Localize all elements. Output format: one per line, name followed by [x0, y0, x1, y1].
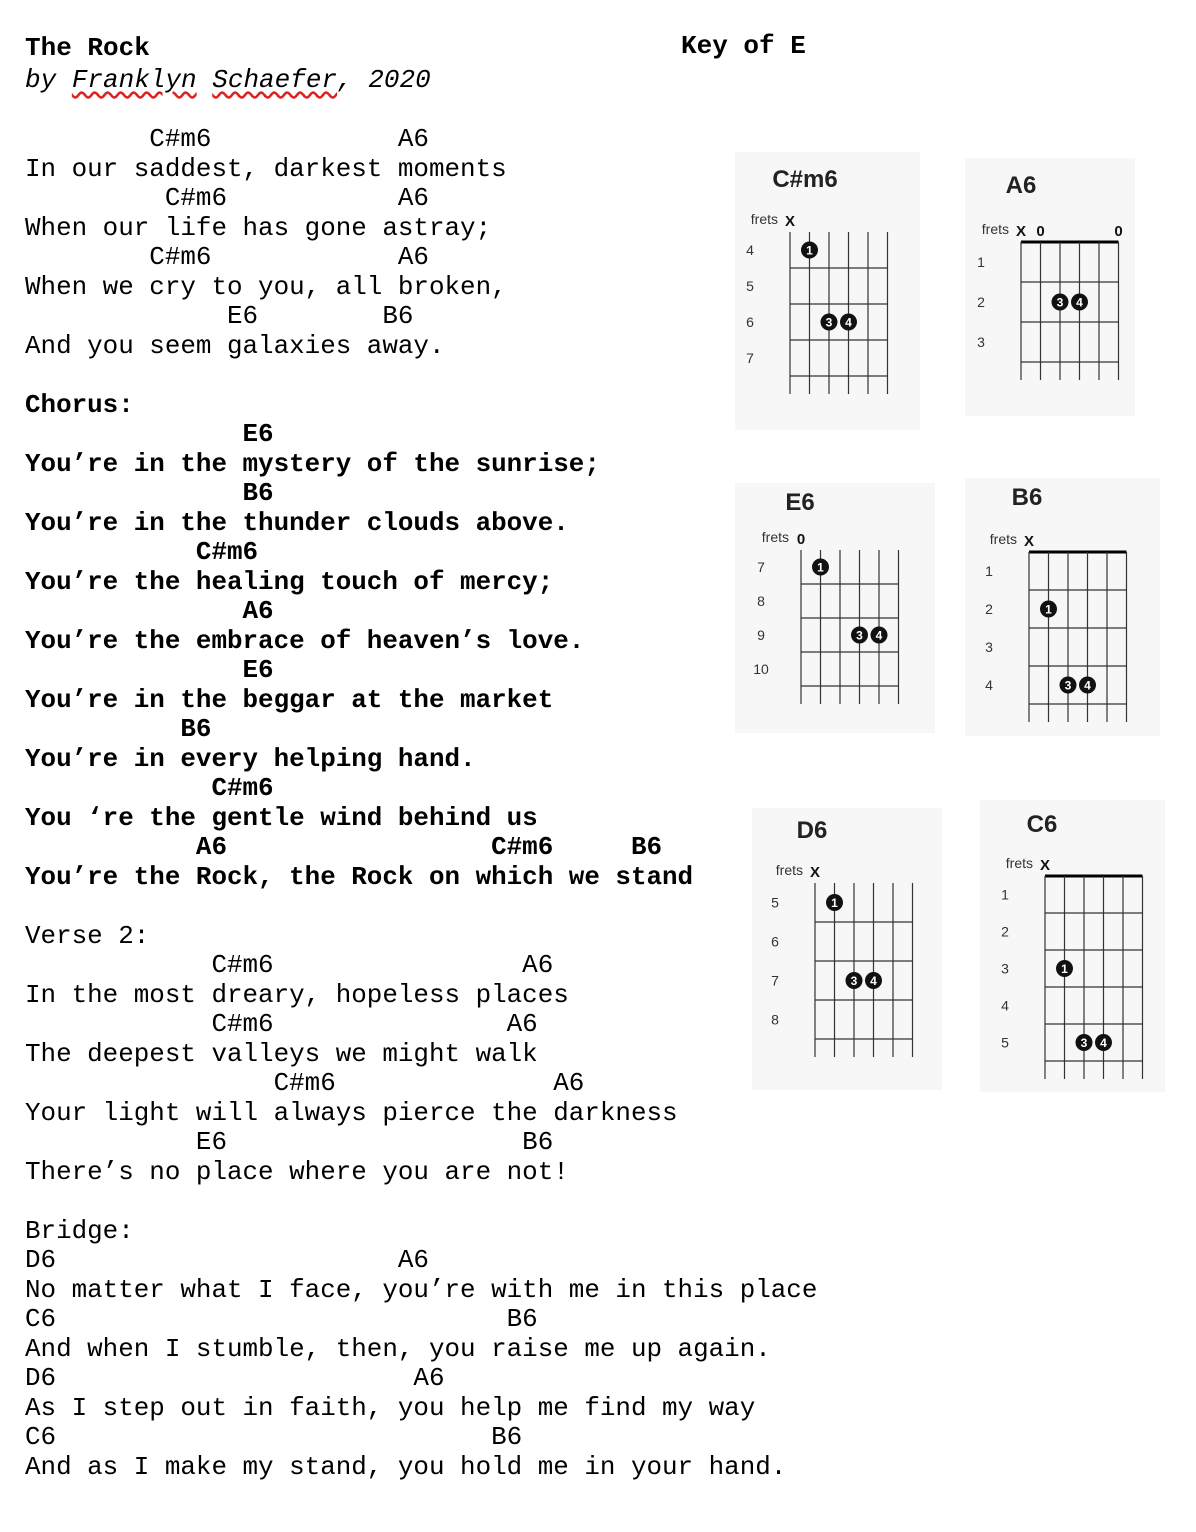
lyric-line: A6: [25, 596, 274, 626]
chord-diagram-svg: [735, 152, 920, 430]
author-last-name: Schaefer: [212, 65, 338, 95]
frets-label: frets: [750, 211, 778, 227]
lyric-line: You’re in every helping hand.: [25, 743, 476, 774]
lyric-line: And you seem galaxies away.: [25, 330, 445, 361]
lyric-line: E6: [25, 419, 274, 449]
finger-number: 1: [831, 896, 838, 910]
song-key: Key of E: [681, 31, 806, 61]
chord-name: E6: [785, 489, 815, 516]
finger-number: 4: [1076, 295, 1083, 310]
chord-diagram-svg: [980, 800, 1165, 1092]
chord-diagram-svg: [752, 808, 942, 1090]
chord-name: D6: [796, 817, 828, 844]
fret-number: 1: [985, 563, 993, 579]
chord-diagram-svg: [735, 483, 935, 733]
string-mark: 0: [796, 531, 806, 548]
lyric-line: C#m6: [25, 537, 259, 567]
lyric-line: C#m6 A6: [25, 1068, 585, 1098]
finger-number: 1: [1045, 602, 1052, 617]
lyric-line: C#m6 A6: [25, 1009, 538, 1039]
finger-number: 4: [870, 974, 877, 988]
finger-number: 1: [817, 560, 824, 575]
frets-label: frets: [989, 531, 1017, 547]
lyric-line: You’re the Rock, the Rock on which we stand: [25, 861, 694, 892]
chord-name: A6: [1005, 172, 1037, 199]
lyric-line: C#m6 A6: [25, 242, 429, 272]
fret-number: 6: [771, 933, 779, 950]
author-first-name: Franklyn: [71, 65, 197, 95]
lyric-line: No matter what I face, you’re with me in this place: [25, 1274, 818, 1305]
chord-diagram-svg: [965, 158, 1135, 416]
chord-diagram: [965, 158, 1135, 416]
string-mark: X: [1023, 533, 1035, 550]
lyric-line: D6 A6: [25, 1363, 445, 1393]
fret-number: 9: [757, 627, 765, 643]
string-mark: X: [784, 213, 796, 230]
string-mark: X: [1039, 857, 1051, 874]
song-byline: [25, 65, 431, 95]
finger-number: 3: [1064, 678, 1072, 693]
chord-diagram: [752, 808, 942, 1090]
fret-number: 3: [977, 334, 985, 350]
chord-name: C#m6: [772, 166, 838, 193]
lyric-line: You’re the embrace of heaven’s love.: [25, 625, 585, 656]
string-mark: 0: [1114, 223, 1123, 240]
fret-number: 2: [985, 601, 993, 617]
fret-number: 7: [771, 972, 779, 989]
lyric-line: As I step out in faith, you help me find my way: [25, 1392, 756, 1423]
fret-number: 4: [746, 242, 754, 258]
chord-name: B6: [1011, 484, 1043, 511]
finger-number: 4: [1084, 678, 1091, 693]
finger-number: 1: [1061, 962, 1068, 976]
lyric-line: C#m6: [25, 773, 274, 803]
fret-number: 5: [746, 278, 754, 294]
fret-number: 7: [746, 350, 754, 366]
fret-number: 6: [746, 314, 754, 330]
lyric-line: C#m6 A6: [25, 124, 429, 154]
lyric-line: And as I make my stand, you hold me in your hand.: [25, 1451, 787, 1482]
chord-diagram: [735, 483, 935, 733]
lyric-line: C#m6 A6: [25, 950, 554, 980]
frets-label: frets: [1005, 855, 1033, 871]
lyric-line: You’re in the thunder clouds above.: [25, 507, 569, 538]
song-title: The Rock: [25, 33, 150, 63]
finger-number: 1: [806, 243, 813, 258]
finger-number: 4: [845, 315, 852, 330]
lyric-line: Bridge:: [25, 1215, 134, 1246]
lyric-line: C6 B6: [25, 1422, 523, 1452]
fret-number: 5: [1001, 1034, 1009, 1051]
fret-number: 3: [1001, 960, 1009, 977]
fret-number: 10: [753, 661, 769, 677]
fret-number: 8: [757, 593, 765, 609]
fret-number: 1: [1001, 886, 1009, 903]
lyric-line: E6 B6: [25, 1127, 554, 1157]
lyric-line: There’s no place where you are not!: [25, 1156, 569, 1187]
finger-number: 3: [1080, 1036, 1088, 1050]
lyric-line: A6 C#m6 B6: [25, 832, 663, 862]
finger-number: 3: [825, 315, 833, 330]
finger-number: 3: [1056, 295, 1064, 310]
lyric-line: When we cry to you, all broken,: [25, 271, 507, 302]
lyric-line: Your light will always pierce the darkness: [25, 1097, 678, 1128]
fret-number: 7: [757, 559, 765, 575]
lyric-line: D6 A6: [25, 1245, 429, 1275]
lyric-line: B6: [25, 714, 212, 744]
lyric-line: In our saddest, darkest moments: [25, 153, 507, 184]
fret-number: 4: [985, 677, 993, 693]
fret-number: 2: [1001, 923, 1009, 940]
finger-number: 4: [1100, 1036, 1107, 1050]
lyric-line: Verse 2:: [25, 920, 150, 951]
lyric-line: The deepest valleys we might walk: [25, 1038, 538, 1069]
lyric-line: E6: [25, 655, 274, 685]
lyric-line: You’re in the mystery of the sunrise;: [25, 448, 600, 479]
finger-number: 3: [856, 628, 863, 643]
chord-diagram-svg: [965, 478, 1160, 736]
lyric-line: In the most dreary, hopeless places: [25, 979, 569, 1010]
lyric-line: You’re in the beggar at the market: [25, 684, 554, 715]
lyric-line: C6 B6: [25, 1304, 538, 1334]
lyric-line: And when I stumble, then, you raise me up again.: [25, 1333, 771, 1364]
chord-diagram: [965, 478, 1160, 736]
fret-number: 2: [977, 294, 985, 310]
string-mark: X: [809, 864, 821, 881]
string-mark: X: [1015, 223, 1027, 240]
chord-diagram: [735, 152, 920, 430]
fret-number: 8: [771, 1011, 779, 1028]
lyric-line: E6 B6: [25, 301, 414, 331]
frets-label: frets: [775, 862, 803, 878]
finger-number: 3: [850, 974, 858, 988]
lyric-line: When our life has gone astray;: [25, 212, 492, 243]
fret-number: 1: [977, 254, 985, 270]
lyric-line: C#m6 A6: [25, 183, 429, 213]
lyric-line: Chorus:: [25, 389, 134, 420]
finger-number: 4: [875, 628, 883, 643]
chord-diagram: [980, 800, 1165, 1092]
string-mark: 0: [1036, 223, 1045, 240]
byline-prefix: by: [25, 65, 72, 95]
fret-number: 5: [771, 894, 779, 911]
frets-label: frets: [981, 221, 1009, 237]
lyric-line: You ‘re the gentle wind behind us: [25, 802, 538, 833]
fret-number: 4: [1001, 997, 1009, 1014]
lyric-line: You’re the healing touch of mercy;: [25, 566, 554, 597]
frets-label: frets: [761, 529, 789, 545]
fret-number: 3: [985, 639, 993, 655]
chord-name: C6: [1026, 811, 1058, 838]
lyric-line: B6: [25, 478, 274, 508]
byline-year: , 2020: [337, 65, 431, 95]
